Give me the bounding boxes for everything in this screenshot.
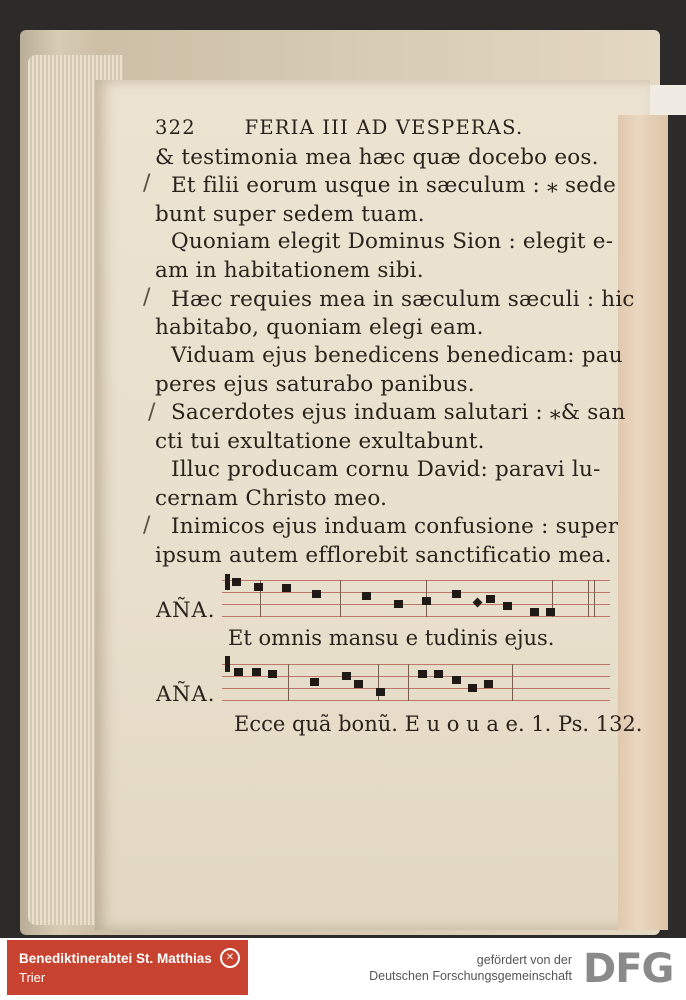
text-line: Illuc producam cornu David: paravi lu-	[171, 457, 601, 482]
text-line: ipsum autem efflorebit sanctificatio mea.	[155, 543, 612, 568]
background-corner	[650, 85, 686, 115]
text-line: peres ejus saturabo panibus.	[155, 372, 475, 397]
text-line: Et filii eorum usque in sæculum : ⁎ sede	[171, 173, 617, 198]
institution-city: Trier	[19, 970, 46, 985]
verse-mark: /	[143, 171, 151, 196]
page-number: 322	[155, 116, 196, 139]
text-line: habitabo, quoniam elegi eam.	[155, 315, 484, 340]
funding-line-2: Deutschen Forschungsgemeinschaft	[369, 969, 572, 983]
institution-badge[interactable]	[7, 940, 248, 995]
antiphon-lyric: Ecce quã bonũ. E u o u a e. 1. Ps. 132.	[234, 712, 643, 736]
text-line: Sacerdotes ejus induam salutari : ⁎& san	[171, 400, 626, 425]
text-line: & testimonia mea hæc quæ docebo eos.	[155, 145, 599, 170]
text-line: Inimicos ejus induam confusione : super	[171, 514, 619, 539]
right-page-leaf	[618, 115, 668, 930]
text-line: cti tui exultatione exultabunt.	[155, 429, 485, 454]
antiphon-lyric: Et omnis mansu e tudinis ejus.	[228, 626, 555, 650]
dfg-logo[interactable]: DFG	[583, 946, 674, 992]
music-staff-1	[222, 580, 610, 622]
music-staff-2	[222, 664, 610, 706]
text-line: Quoniam elegit Dominus Sion : elegit e-	[171, 229, 614, 254]
page-header	[155, 116, 523, 139]
antiphon-label: AÑA.	[156, 682, 216, 706]
verse-mark: /	[143, 513, 151, 538]
abbey-logo-icon: ✕	[220, 948, 240, 968]
antiphon-label: AÑA.	[156, 598, 216, 622]
verse-mark: /	[148, 400, 156, 425]
institution-name: Benediktinerabtei St. Matthias	[19, 951, 212, 966]
verse-mark: /	[143, 285, 151, 310]
text-line: cernam Christo meo.	[155, 486, 388, 511]
text-line: bunt super sedem tuam.	[155, 202, 425, 227]
text-line: Hæc requies mea in sæculum sæculi : hic	[171, 287, 635, 312]
text-line: am in habitationem sibi.	[155, 258, 424, 283]
funding-line-1: gefördert von der	[476, 953, 572, 967]
page-title: FERIA III AD VESPERAS.	[244, 116, 524, 139]
text-line: Viduam ejus benedicens benedicam: pau	[171, 343, 623, 368]
